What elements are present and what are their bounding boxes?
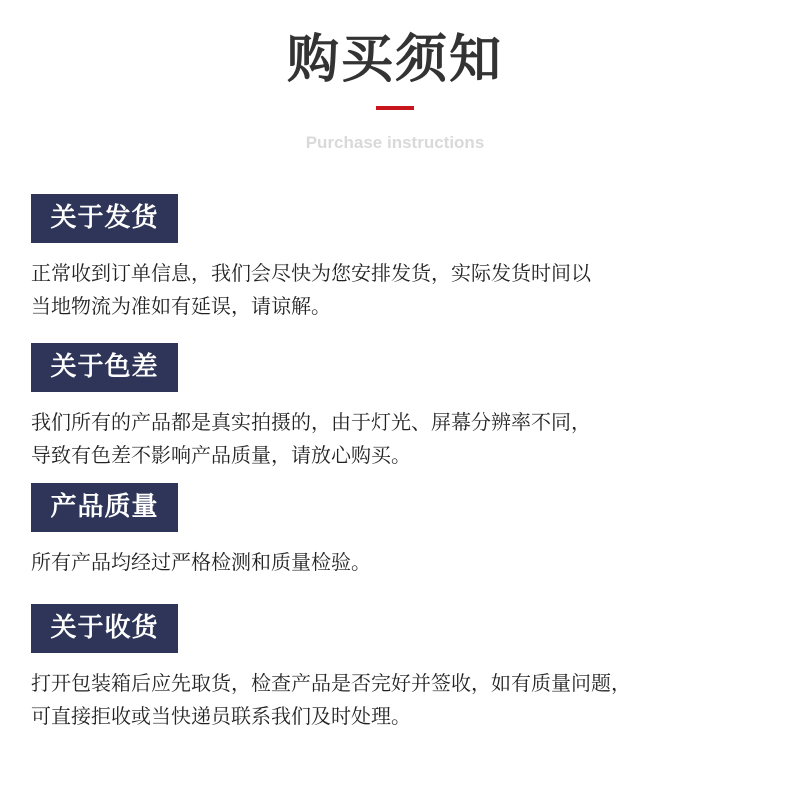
section-heading-color-difference: 关于色差 [31, 343, 178, 392]
section-heading-receiving: 关于收货 [31, 604, 178, 653]
section-body-receiving [31, 667, 761, 733]
text-line: 当地物流为准如有延误，请谅解。 [31, 294, 331, 318]
page-title: 购买须知 [286, 30, 503, 90]
text-line: 可直接拒收或当快递员联系我们及时处理。 [31, 704, 411, 728]
text-line: 正常收到订单信息，我们会尽快为您安排发货，实际发货时间以 [31, 261, 591, 285]
section-body-color-difference [31, 406, 761, 472]
section-body-product-quality [31, 546, 761, 579]
page-subtitle: Purchase instructions [305, 133, 485, 152]
text-line: 我们所有的产品都是真实拍摄的，由于灯光、屏幕分辨率不同， [31, 410, 591, 434]
section-heading-shipping: 关于发货 [31, 194, 178, 243]
text-line: 所有产品均经过严格检测和质量检验。 [31, 550, 371, 574]
text-line: 打开包装箱后应先取货，检查产品是否完好并签收，如有质量问题， [31, 671, 631, 695]
section-heading-product-quality: 产品质量 [31, 483, 178, 532]
section-body-shipping [31, 257, 761, 323]
title-underline [376, 106, 414, 110]
text-line: 导致有色差不影响产品质量，请放心购买。 [31, 443, 411, 467]
